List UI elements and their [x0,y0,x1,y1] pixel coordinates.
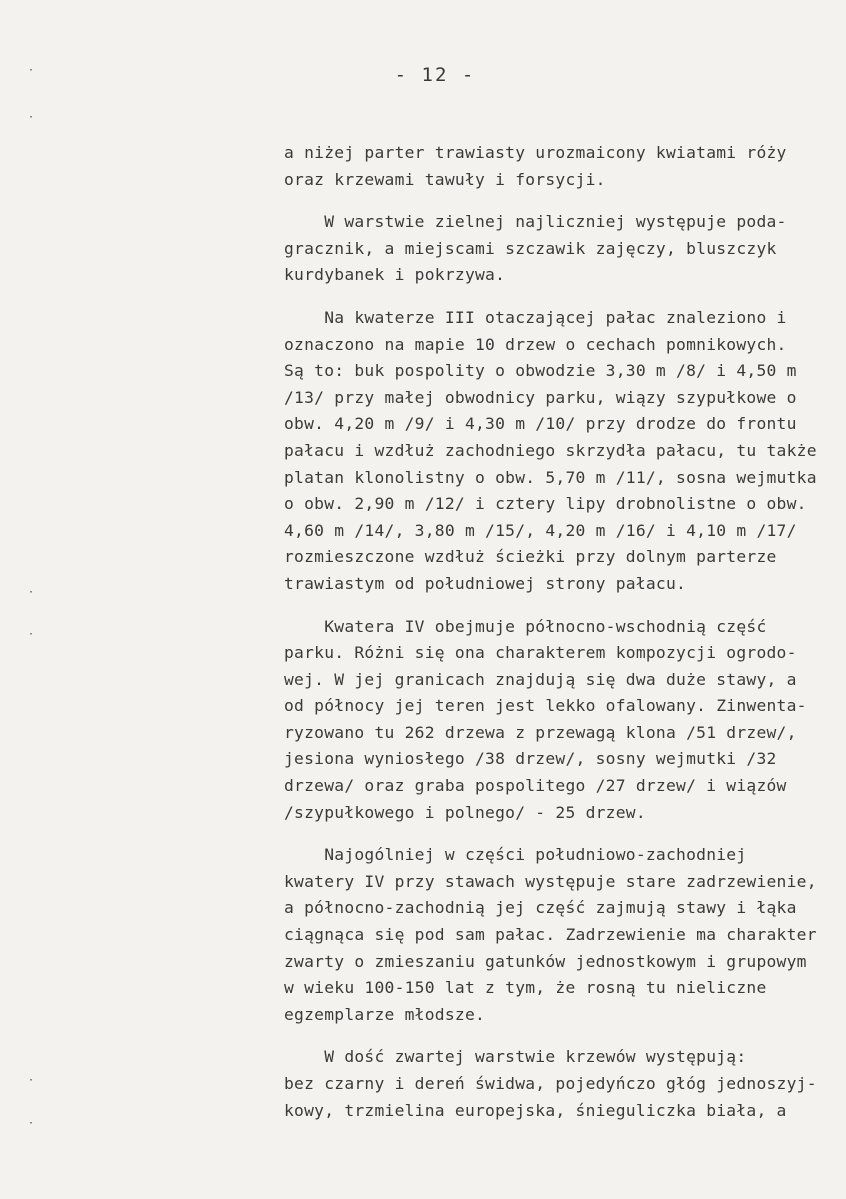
text-line: od północy jej teren jest lekko ofalowany. Zinwenta- [284,696,807,716]
text-line: Są to: buk pospolity o obwodzie 3,30 m /8/ i 4,50 m [284,361,797,381]
text-line: kowy, trzmielina europejska, śnieguliczka biała, a [284,1100,787,1120]
text-line: a niżej parter trawiasty urozmaicony kwiatami róży [284,143,787,162]
text-line: /13/ przy małej obwodnicy parku, wiązy szypułkowe o [284,387,797,407]
paragraph [284,614,844,827]
margin-mark: · [28,65,35,76]
paragraph [284,1044,844,1124]
text-line: 4,60 m /14/, 3,80 m /15/, 4,20 m /16/ i 4,10 m /17/ [284,520,797,540]
text-line: obw. 4,20 m /9/ i 4,30 m /10/ przy drodze do frontu [284,414,797,434]
text-line: oraz krzewami tawuły i forsycji. [284,169,606,189]
text-line: parku. Różni się ona charakterem kompozycji ogrodo- [284,643,797,663]
paragraph [284,305,844,598]
page-number: - 12 - [394,64,476,86]
text-line: platan klonolistny o obw. 5,70 m /11/, sosna wejmutka [284,467,817,487]
text-line: Najogólniej w części południowo-zachodniej [284,845,747,865]
text-line: W warstwie zielnej najliczniej występuje poda- [284,212,787,232]
text-line: wej. W jej granicach znajdują się dwa duże stawy, a [284,669,797,689]
text-line: W dość zwartej warstwie krzewów występują: [284,1047,747,1067]
text-line: egzemplarze młodsze. [284,1004,486,1024]
text-line: oznaczono na mapie 10 drzew o cechach pomnikowych. [284,334,787,354]
text-line: a północno-zachodnią jej część zajmują stawy i łąka [284,898,797,918]
paragraph-gap [284,193,844,209]
paragraph-gap [284,289,844,305]
text-line: kurdybanek i pokrzywa. [284,265,506,285]
body-text [284,140,844,1124]
paragraph-gap [284,1028,844,1044]
paragraph [284,209,844,289]
text-line: kwatery IV przy stawach występuje stare zadrzewienie, [284,871,817,891]
text-line: drzewa/ oraz graba pospolitego /27 drzew/ i wiązów [284,776,787,796]
text-line: pałacu i wzdłuż zachodniego skrzydła pałacu, tu także [284,440,817,460]
paragraph [284,842,844,1028]
text-line: rozmieszczone wzdłuż ścieżki przy dolnym parterze [284,547,777,567]
paragraph [284,140,844,193]
text-line: /szypułkowego i polnego/ - 25 drzew. [284,802,646,822]
text-line: bez czarny i dereń świdwa, pojedyńczo głóg jednoszyj- [284,1074,817,1093]
text-line: Na kwaterze III otaczającej pałac znaleziono i [284,307,787,327]
margin-mark: · [28,587,35,598]
text-line: o obw. 2,90 m /12/ i cztery lipy drobnolistne o obw. [284,494,807,514]
text-line: trawiastym od południowej strony pałacu. [284,573,687,593]
margin-mark: · [28,1118,35,1129]
text-line: ryzowano tu 262 drzewa z przewagą klona /51 drzew/, [284,722,797,742]
text-line: w wieku 100-150 lat z tym, że rosną tu nieliczne [284,978,767,998]
text-line: ciągnąca się pod sam pałac. Zadrzewienie ma charakter [284,925,817,945]
paragraph-gap [284,826,844,842]
text-line: zwarty o zmieszaniu gatunków jednostkowym i grupowym [284,951,807,971]
text-line: jesiona wyniosłego /38 drzew/, sosny wejmutki /32 [284,749,777,769]
margin-mark: · [28,1075,35,1086]
paragraph-gap [284,598,844,614]
margin-mark: · [28,629,35,640]
text-line: Kwatera IV obejmuje północno-wschodnią część [284,616,767,636]
text-line: gracznik, a miejscami szczawik zajęczy, bluszczyk [284,238,777,258]
margin-mark: · [28,112,35,123]
